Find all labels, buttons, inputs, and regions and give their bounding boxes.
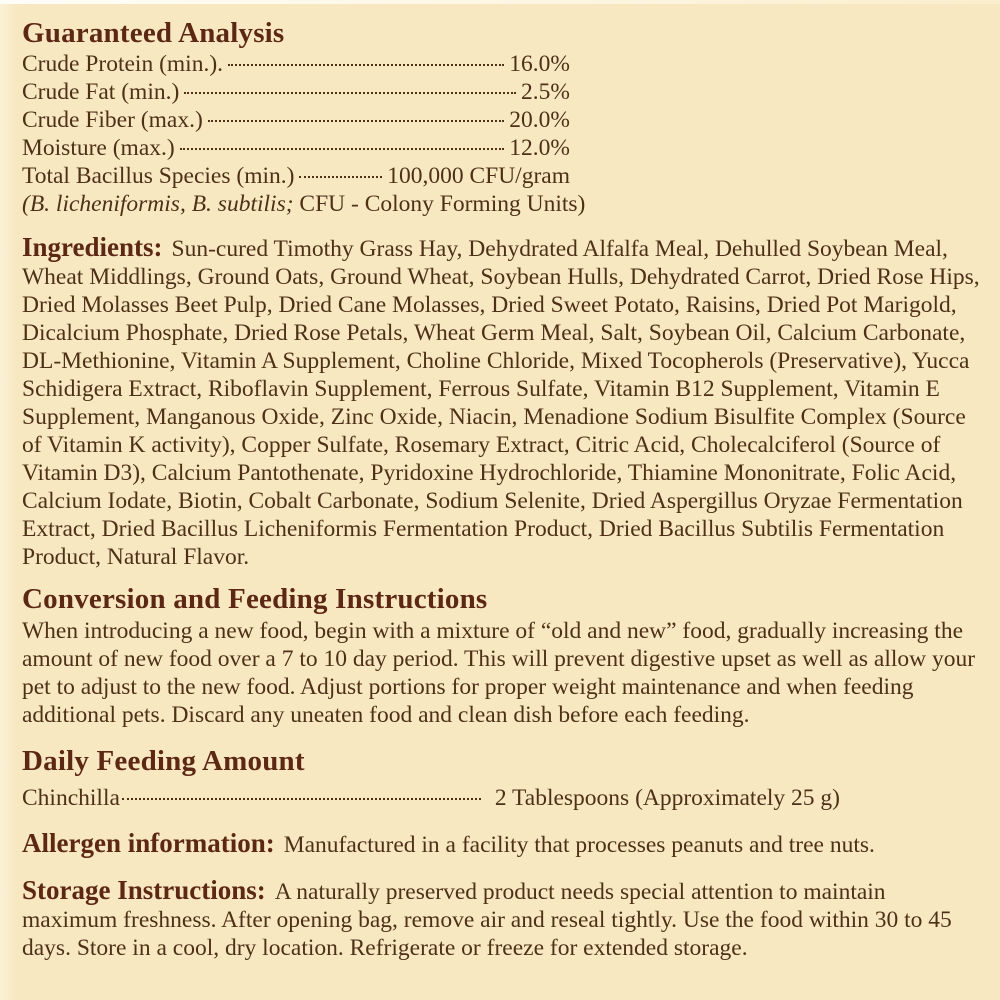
conversion-text: When introducing a new food, begin with a mixture of “old and new” food, gradually increasing the amount of new food over a 7 to 10 day period. This will prevent digestive upset as well as allow your pet to adjust to the new food. Adjust portions for proper weight maintenance and when feeding additional pets. Discard any uneaten food and clean dish before each feeding. [22,618,976,728]
allergen-title: Allergen information: [22,828,275,858]
analysis-row-value: 2.5% [521,79,570,105]
feeding-row-chinchilla [22,784,840,812]
storage-title: Storage Instructions: [22,875,266,905]
ingredients-paragraph [22,233,984,571]
analysis-footnote-species: (B. licheniformis, B. subtilis; [22,191,294,217]
dotted-leader [299,176,382,178]
section-storage [22,876,984,962]
feeding-row-label: Chinchilla [22,785,120,811]
analysis-row-crude-protein [22,50,570,78]
analysis-footnote [22,190,984,218]
allergen-text: Manufactured in a facility that processes peanuts and tree nuts. [283,832,875,858]
analysis-row-label: Total Bacillus Species (min.) [22,163,295,189]
analysis-row-crude-fiber [22,106,570,134]
analysis-row-label: Crude Fat (min.) [22,79,180,105]
section-ingredients [22,233,984,571]
dotted-leader [208,120,505,122]
dotted-leader [228,64,504,66]
analysis-row-label: Crude Fiber (max.) [22,107,203,133]
section-allergen [22,829,984,859]
analysis-row-value: 20.0% [509,107,570,133]
ingredients-text: Sun-cured Timothy Grass Hay, Dehydrated Alfalfa Meal, Dehulled Soybean Meal, Wheat Middlings, Ground Oats, Ground Wheat, Soybean Hulls, Dehydrated Carrot, Dried Rose Hips, Dried Molasses Beet Pulp, Dried Cane Molasses, Dried Sweet Potato, Raisins, Dried Pot Marigold, Dicalcium Phosphate, Dried Rose Petals, Wheat Germ Meal, Salt, Soybean Oil, Calcium Carbonate, DL-Methionine, Vitamin A Supplement, Choline Chloride, Mixed Tocopherols (Preservative), Yucca Schidigera Extract, Riboflavin Supplement, Ferrous Sulfate, Vitamin B12 Supplement, Vitamin E Supplement, Manganous Oxide, Zinc Oxide, Niacin, Menadione Sodium Bisulfite Complex (Source of Vitamin K activity), Copper Sulfate, Rosemary Extract, Citric Acid, Cholecalciferol (Source of Vitamin D3), Calcium Pantothenate, Pyridoxine Hydrochloride, Thiamine Mononitrate, Folic Acid, Calcium Iodate, Biotin, Cobalt Carbonate, Sodium Selenite, Dried Aspergillus Oryzae Fermentation Extract, Dried Bacillus Licheniformis Fermentation Product, Dried Bacillus Subtilis Fermentation Product, Natural Flavor. [22,236,980,570]
analysis-row-bacillus [22,162,570,190]
analysis-row-value: 16.0% [509,51,570,77]
analysis-row-value: 12.0% [509,135,570,161]
analysis-row-value: 100,000 CFU/gram [387,163,570,189]
analysis-row-label: Crude Protein (min.). [22,51,224,77]
dotted-leader [122,798,481,800]
analysis-footnote-cfu: CFU - Colony Forming Units) [299,191,586,217]
label-top-edge [0,0,1000,4]
storage-paragraph [22,876,984,962]
ingredients-title: Ingredients: [22,232,163,262]
analysis-row-crude-fat [22,78,570,106]
section-daily-feeding [22,744,984,812]
conversion-title: Conversion and Feeding Instructions [22,583,488,615]
guaranteed-analysis-title: Guaranteed Analysis [22,17,285,49]
daily-feeding-title: Daily Feeding Amount [22,745,305,777]
dotted-leader [184,92,516,94]
analysis-row-label: Moisture (max.) [22,135,175,161]
dotted-leader [180,148,505,150]
section-conversion-feeding [22,582,984,729]
storage-text: A naturally preserved product needs special attention to maintain maximum freshness. After opening bag, remove air and reseal tightly. Use the food within 30 to 45 days. Store in a cool, dry location. Refrigerate or freeze for extended storage. [22,879,952,961]
guaranteed-analysis-table [22,50,570,190]
feeding-row-value: 2 Tablespoons (Approximately 25 g) [494,785,840,811]
analysis-row-moisture [22,134,570,162]
allergen-paragraph [22,829,984,859]
section-guaranteed-analysis [22,16,984,218]
